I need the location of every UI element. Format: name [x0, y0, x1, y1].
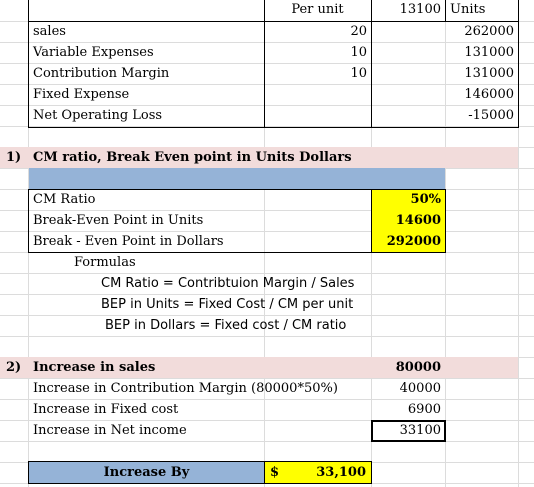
total-fixed-expense[interactable]: 146000 [464, 87, 514, 102]
formulas-heading[interactable]: Formulas [74, 255, 136, 270]
per-unit-contribution-margin[interactable]: 10 [350, 66, 367, 81]
formula-bep-units[interactable]: BEP in Units = Fixed Cost / CM per unit [101, 297, 354, 312]
increase-by-divider [264, 461, 265, 484]
formula-cm-ratio[interactable]: CM Ratio = Contribtuion Margin / Sales [101, 276, 355, 291]
total-variable-expenses[interactable]: 131000 [464, 45, 514, 60]
row-label-contribution-margin[interactable]: Contribution Margin [33, 66, 170, 81]
increase-by-amount[interactable]: 33,100 [316, 465, 366, 480]
section2-title[interactable]: Increase in sales [33, 360, 156, 375]
section1-title[interactable]: CM ratio, Break Even point in Units Dollars [33, 150, 352, 165]
section2-title-value[interactable]: 80000 [395, 360, 441, 375]
increase-fixed-cost-label[interactable]: Increase in Fixed cost [33, 402, 179, 417]
per-unit-sales[interactable]: 20 [350, 24, 367, 39]
per-unit-fixed-expense[interactable] [264, 85, 371, 106]
section2-number[interactable]: 2) [6, 360, 22, 375]
per-unit-variable-expenses[interactable]: 10 [350, 45, 367, 60]
cm-ratio-label[interactable]: CM Ratio [33, 192, 96, 207]
bep-dollars-value[interactable]: 292000 [386, 234, 441, 249]
total-net-operating-loss[interactable]: -15000 [468, 108, 514, 123]
bep-units-value[interactable]: 14600 [395, 213, 441, 228]
increase-net-income-value[interactable]: 33100 [399, 423, 441, 438]
total-sales[interactable]: 262000 [464, 24, 514, 39]
increase-by-label[interactable]: Increase By [103, 465, 190, 480]
increase-net-income-label[interactable]: Increase in Net income [33, 423, 187, 438]
row-label-net-operating-loss[interactable]: Net Operating Loss [33, 108, 163, 123]
increase-cm-value[interactable]: 40000 [399, 381, 441, 396]
row-label-fixed-expense[interactable]: Fixed Expense [33, 87, 130, 102]
increase-cm-label[interactable]: Increase in Contribution Margin (80000*50%) [33, 381, 338, 396]
total-contribution-margin[interactable]: 131000 [464, 66, 514, 81]
bep-units-label[interactable]: Break-Even Point in Units [33, 213, 204, 228]
increase-fixed-cost-value[interactable]: 6900 [407, 402, 441, 417]
units-label[interactable]: Units [450, 2, 486, 17]
formula-bep-dollars[interactable]: BEP in Dollars = Fixed cost / CM ratio [105, 318, 347, 333]
section1-number[interactable]: 1) [6, 150, 22, 165]
row-label-sales[interactable]: sales [33, 24, 66, 39]
cm-ratio-value[interactable]: 50% [410, 192, 441, 207]
bep-dollars-label[interactable]: Break - Even Point in Dollars [33, 234, 224, 249]
row-label-variable-expenses[interactable]: Variable Expenses [33, 45, 154, 60]
increase-by-currency[interactable]: $ [270, 465, 280, 480]
section1-blue-band [29, 168, 445, 189]
units-value[interactable]: 13100 [399, 2, 441, 17]
per-unit-header[interactable]: Per unit [291, 2, 344, 17]
per-unit-net-operating-loss[interactable] [264, 106, 371, 127]
